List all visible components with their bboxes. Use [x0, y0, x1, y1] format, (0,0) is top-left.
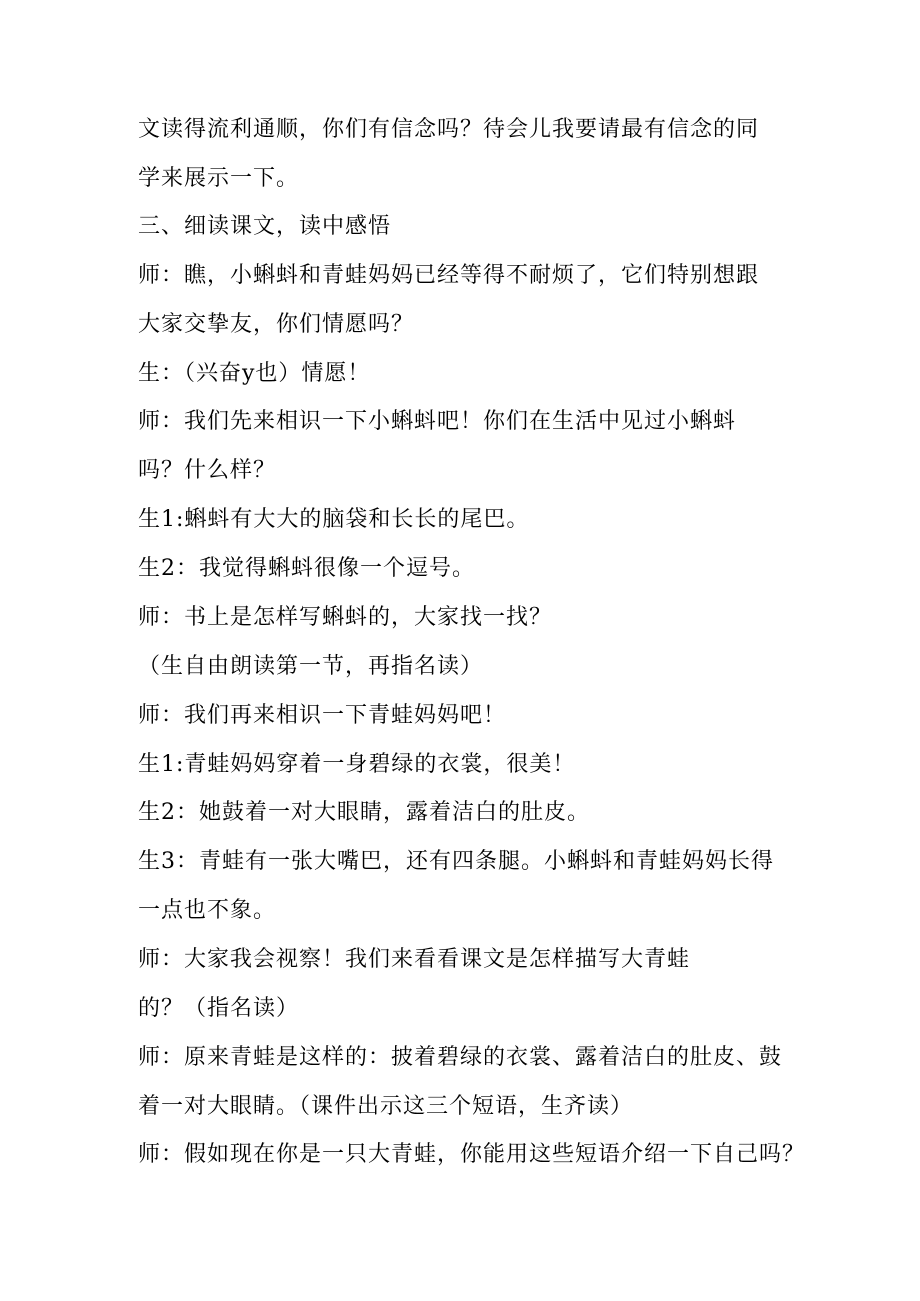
text-line: 师：原来青蛙是这样的：披着碧绿的衣裳、露着洁白的肚皮、鼓: [138, 1045, 783, 1070]
text-line: 师：假如现在你是一只大青蛙，你能用这些短语介绍一下自己吗？: [138, 1142, 806, 1167]
text-line: 生1:蝌蚪有大大的脑袋和长长的尾巴。: [138, 507, 530, 532]
text-line: 的？（指名读）: [138, 996, 300, 1021]
text-line: 大家交挚友，你们情愿吗？: [138, 312, 415, 337]
section-heading: 三、细读课文，读中感悟: [138, 214, 392, 239]
text-line: 师：大家我会视察！我们来看看课文是怎样描写大青蛙: [138, 947, 691, 972]
text-line: 师：书上是怎样写蝌蚪的，大家找一找？: [138, 605, 553, 630]
text-line: 师：我们先来相识一下小蝌蚪吧！你们在生活中见过小蝌蚪: [138, 409, 737, 434]
text-line: 生1:青蛙妈妈穿着一身碧绿的衣裳，很美！: [138, 752, 576, 777]
text-line: 师：瞧，小蝌蚪和青蛙妈妈已经等得不耐烦了，它们特别想跟: [138, 263, 760, 288]
text-line: 吗？什么样？: [138, 458, 277, 483]
text-line: 生3：青蛙有一张大嘴巴，还有四条腿。小蝌蚪和青蛙妈妈长得: [138, 849, 774, 874]
text-line: 师：我们再来相识一下青蛙妈妈吧！: [138, 703, 507, 728]
text-line: 生2：我觉得蝌蚪很像一个逗号。: [138, 556, 475, 581]
text-line: 着一对大眼睛。（课件出示这三个短语，生齐读）: [138, 1094, 634, 1119]
text-line: 学来展示一下。: [138, 166, 300, 191]
text-line: 文读得流利通顺，你们有信念吗？待会儿我要请最有信念的同: [138, 117, 760, 142]
text-line: 一点也不象。: [138, 898, 277, 923]
text-line: 生：（兴奋y也）情愿！: [138, 361, 371, 386]
text-line: 生2：她鼓着一对大眼睛，露着洁白的肚皮。: [138, 800, 590, 825]
text-line: （生自由朗读第一节，再指名读）: [138, 654, 484, 679]
